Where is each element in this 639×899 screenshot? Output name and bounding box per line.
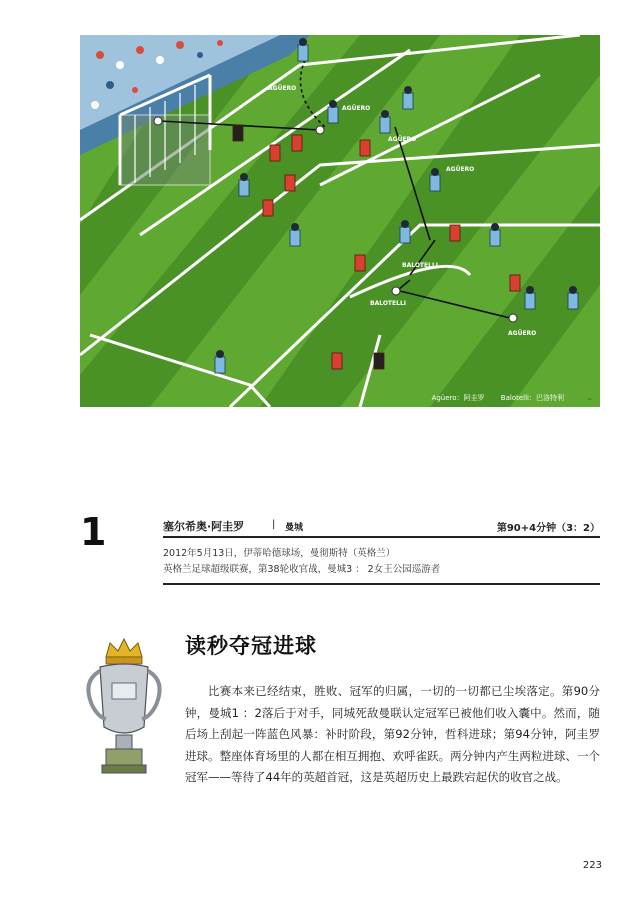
header-divider (163, 583, 600, 585)
section-header (80, 510, 600, 590)
illustration-caption (418, 393, 564, 403)
match-date-venue: 2012年5月13日，伊蒂哈德球场，曼彻斯特（英格兰） (163, 548, 396, 559)
label-aguero-3: AGÜERO (388, 136, 417, 143)
caption-aguero: Agüero：阿圭罗 (431, 394, 485, 402)
match-info (163, 546, 600, 578)
article-body: 比赛本来已经结束，胜败、冠军的归属，一切的一切都已尘埃落定。第90分钟，曼城1 ：2落后于对手，同城死敌曼联认定冠军已被他们收入囊中。然而，随后场上刮起一阵蓝色风暴：补时阶段，第92分钟，哲科进球；第94分钟，阿圭罗进球。整座体育场里的人都在相互拥抱、欢呼雀跃。两分钟内产生两粒进球、一个冠军——等待了44年的英超首冠，这是英超历史上最跌宕起伏的收官之战。 (185, 684, 600, 785)
scorer-line (163, 518, 600, 538)
ball (154, 117, 162, 125)
goal-time: 第90+4分钟（3：2） (496, 523, 600, 534)
match-context: 英格兰足球超级联赛，第38轮收官战，曼城3 ： 2女王公园巡游者 (163, 564, 441, 575)
label-aguero-5: AGÜERO (508, 330, 537, 337)
illustrator-signature: ~ (586, 396, 592, 403)
scorer-separator: | (272, 519, 276, 530)
goal-illustration (80, 35, 600, 407)
caption-balotelli: Balotelli：巴洛特利 (500, 394, 564, 402)
pitch-drawing (80, 35, 600, 407)
chapter-number: 1 (80, 510, 107, 554)
article-title: 读秒夺冠进球 (185, 634, 317, 658)
page-number: 223 (582, 860, 602, 871)
label-aguero-4: AGÜERO (446, 166, 475, 173)
premier-league-trophy (78, 635, 170, 785)
label-aguero-1: AGÜERO (268, 85, 297, 92)
trophy-icon (78, 635, 170, 785)
scorer-name: 塞尔希奥·阿圭罗 (163, 520, 245, 533)
label-aguero-2: AGÜERO (342, 105, 371, 112)
label-balotelli-1: BALOTELLI (402, 262, 438, 269)
scorer-team: 曼城 (285, 523, 304, 533)
label-balotelli-2: BALOTELLI (370, 300, 406, 307)
